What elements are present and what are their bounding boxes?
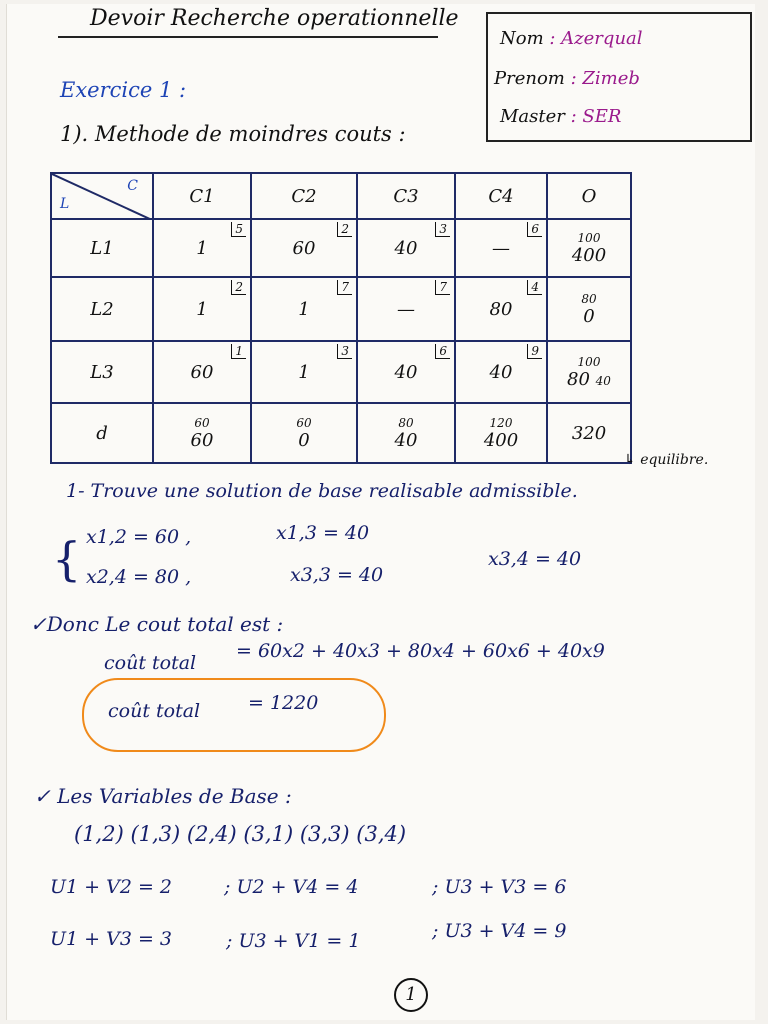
cell-value: 40 (489, 361, 513, 383)
master-row (500, 106, 621, 127)
cell-value: — (492, 237, 510, 259)
total-value: 320 (571, 422, 607, 444)
table-row (51, 277, 631, 341)
prenom-label: Prenom (494, 68, 565, 89)
cell-value: 1 (196, 298, 208, 320)
row-label: L2 (51, 277, 153, 341)
offer-cell (547, 277, 631, 341)
row-label: L3 (51, 341, 153, 403)
corner-cell (51, 173, 153, 219)
unit-cost: 3 (435, 222, 450, 237)
exercise-heading: Exercice 1 : (60, 78, 187, 102)
cell-value: 60 (190, 361, 214, 383)
offer-initial: 100 (577, 230, 601, 245)
cell-value: 60 (292, 237, 316, 259)
demand-cell (153, 403, 251, 463)
table-cell (357, 219, 455, 277)
table-row (51, 341, 631, 403)
equation: ; U3 + V3 = 6 (432, 876, 567, 898)
x12-assignment: x1,2 = 60 , (86, 526, 192, 548)
unit-cost: 7 (337, 280, 352, 295)
cell-value: 1 (298, 361, 310, 383)
student-info-box (486, 12, 752, 142)
demand-remaining: 40 (394, 429, 418, 451)
demand-remaining: 60 (190, 429, 214, 451)
demand-initial: 60 (296, 415, 312, 430)
cost-formula: = 60x2 + 40x3 + 80x4 + 60x6 + 40x9 (236, 640, 605, 662)
question-title: 1). Methode de moindres couts : (60, 122, 406, 146)
offer-initial: 100 (577, 354, 601, 369)
paper-sheet (6, 4, 755, 1020)
title-underline (58, 36, 438, 38)
corner-col-label: C (127, 178, 138, 194)
offer-remaining-2: 40 (595, 373, 611, 388)
unit-cost: 7 (435, 280, 450, 295)
table-cell (357, 277, 455, 341)
col-header: O (547, 173, 631, 219)
x24-assignment: x2,4 = 80 , (86, 566, 192, 588)
demand-cell (455, 403, 547, 463)
equation: ; U3 + V1 = 1 (226, 930, 361, 952)
cell-value: 1 (298, 298, 310, 320)
prenom-row (494, 68, 640, 89)
master-value: : SER (570, 106, 622, 127)
page-number: 1 (394, 978, 428, 1012)
table-cell (153, 277, 251, 341)
table-cell (357, 341, 455, 403)
transport-table (50, 172, 632, 464)
row-label: L1 (51, 219, 153, 277)
col-header: C1 (153, 173, 251, 219)
equation: ; U2 + V4 = 4 (224, 876, 359, 898)
cost-result-label: coût total (108, 700, 201, 722)
offer-cell (547, 341, 631, 403)
equilibre-note: ↳ equilibre. (624, 452, 709, 468)
basis-heading: ✓ Les Variables de Base : (34, 784, 292, 808)
unit-cost: 9 (527, 344, 542, 359)
offer-initial: 80 (581, 291, 597, 306)
x34-assignment: x3,4 = 40 (488, 548, 582, 570)
cost-result: = 1220 (248, 692, 319, 714)
cell-value: 40 (394, 361, 418, 383)
unit-cost: 6 (527, 222, 542, 237)
nom-value: : Azerqual (549, 28, 643, 49)
brace-symbol: { (52, 532, 82, 586)
unit-cost: 5 (231, 222, 246, 237)
offer-remaining: 400 (571, 244, 607, 266)
demand-initial: 80 (398, 415, 414, 430)
x33-assignment: x3,3 = 40 (290, 564, 384, 586)
prenom-value: : Zimeb (570, 68, 640, 89)
unit-cost: 4 (527, 280, 542, 295)
offer-remaining: 0 (583, 305, 595, 327)
demand-cell (357, 403, 455, 463)
equation: U1 + V3 = 3 (50, 928, 172, 950)
unit-cost: 1 (231, 344, 246, 359)
cell-value: 40 (394, 237, 418, 259)
demand-initial: 120 (489, 415, 513, 430)
unit-cost: 2 (231, 280, 246, 295)
step1-title: 1- Trouve une solution de base realisable admissible. (66, 480, 578, 502)
col-header: C4 (455, 173, 547, 219)
total-cell (547, 403, 631, 463)
cell-value: 80 (489, 298, 513, 320)
basis-variables: (1,2) (1,3) (2,4) (3,1) (3,3) (3,4) (74, 822, 407, 846)
unit-cost: 6 (435, 344, 450, 359)
nom-label: Nom (500, 28, 544, 49)
demand-row (51, 403, 631, 463)
cost-heading: ✓Donc Le cout total est : (30, 612, 284, 636)
table-cell (455, 277, 547, 341)
table-cell (455, 219, 547, 277)
unit-cost: 2 (337, 222, 352, 237)
demand-cell (251, 403, 357, 463)
row-label: d (51, 403, 153, 463)
table-cell (153, 219, 251, 277)
table-cell (455, 341, 547, 403)
col-header: C3 (357, 173, 455, 219)
col-header: C2 (251, 173, 357, 219)
table-cell (251, 341, 357, 403)
equation: ; U3 + V4 = 9 (432, 920, 567, 942)
page-title: Devoir Recherche operationnelle (90, 6, 459, 31)
table-row (51, 219, 631, 277)
x13-assignment: x1,3 = 40 (276, 522, 370, 544)
table-cell (251, 219, 357, 277)
corner-row-label: L (60, 196, 70, 212)
cell-value: 1 (196, 237, 208, 259)
offer-cell (547, 219, 631, 277)
cost-formula-label: coût total (104, 652, 197, 674)
cell-value: — (397, 298, 415, 320)
unit-cost: 3 (337, 344, 352, 359)
table-cell (153, 341, 251, 403)
equilibre-text: equilibre. (640, 452, 709, 468)
demand-initial: 60 (194, 415, 210, 430)
demand-remaining: 0 (298, 429, 310, 451)
nom-row (500, 28, 643, 49)
master-label: Master (500, 106, 565, 127)
table-header-row (51, 173, 631, 219)
equation: U1 + V2 = 2 (50, 876, 172, 898)
demand-remaining: 400 (483, 429, 519, 451)
offer-remaining: 80 (567, 368, 590, 390)
table-cell (251, 277, 357, 341)
